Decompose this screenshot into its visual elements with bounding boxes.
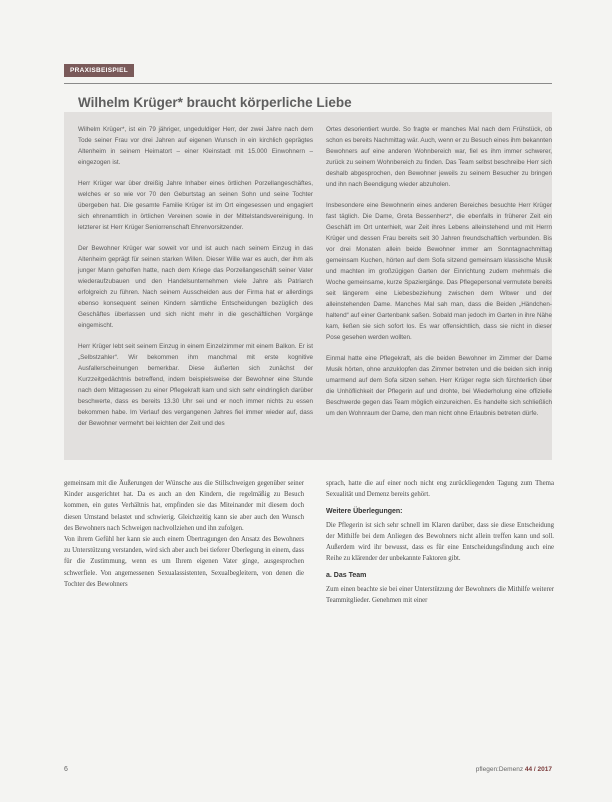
body-column-right [326, 478, 554, 606]
box-column-left [78, 124, 313, 439]
header-rule [64, 83, 552, 84]
paragraph: Der Bewohner Krüger war soweit vor und ist auch nach seinem Einzug in das Altenheim geprägt für seinen starken Willen. Dieser Wille war es auch, der ihm als junger Mann geholfen hatte, nach dem Kriege das Porzellangeschäft seiner Vater wiederaufzubauen und den Handelsunternehmen viele Jahre als Patriarch erfolgreich zu führen. Nach seinem Ausscheiden aus der Firma hat er allerdings ebenso konsequent seinen Kindern sämtliche Entscheidungen bezüglich des Geschäftes überlassen und sich nicht mehr in die geschäftlichen Vorgänge eingemischt. [78, 245, 313, 329]
paragraph: Insbesondere eine Bewohnerin eines anderen Bereiches besuchte Herr Krüger fast täglich. Die Dame, Greta Bessenherz*, die ebenfalls in früherer Zeit ein Geschäft im Ort unterhielt, war Zeit ihres Lebens alleinstehend und mit Herrn Krüger und dessen Frau bereits seit 30 Jahren freundschaftlich verbunden. Bis vor drei Monaten allein beide Bewohner immer am Sonntagnachmittag gemeinsam Kuchen, hörten auf dem Sofa sitzend gemeinsam klassische Musik und machten im großzügigen Garten der Einrichtung zudem mehrmals die Woche gemeinsame, kurze Spaziergänge. Das Pflegepersonal vermutete bereits seit längerem eine Liebesbeziehung zwischen dem Witwer und der alleinstehenden Dame. Manches Mal sah man, dass die Beiden „Händchen-haltend“ auf einer Gartenbank saßen. Sobald man jedoch im Garten in ihre Nähe kam, ließen sie sich sofort los. Es war offensichtlich, dass sie nicht in dieser Pose gesehen werden wollten. [326, 202, 552, 341]
paragraph: Die Pflegerin ist sich sehr schnell im Klaren darüber, dass sie diese Entscheidung der Mithilfe bei dem Anliegen des Bewohners nicht allein treffen kann und soll. Außerdem wird ihr bewusst, dass es für eine Entscheidungsfindung auch eine Reihe zu klärender der unbekannte Faktoren gibt. [326, 521, 554, 563]
paragraph: Einmal hatte eine Pflegekraft, als die beiden Bewohner im Zimmer der Dame Musik hörten, ohne anzuklopfen das Zimmer betreten und die beiden sich innig umarmend auf dem Sofa sitzen sehen. Herr Krüger regte sich fürchterlich über die Unhöflichkeit der Pflegerin auf und drohte, bei Wiederholung eine offizielle Beschwerde gegen das Team möglich einzureichen. Es handelte sich schließlich um den Wohnraum der Dame, den man nicht ohne Erlaubnis betreten dürfe. [326, 355, 552, 417]
paragraph: Wilhelm Krüger*, ist ein 79 jähriger, ungeduldiger Herr, der zwei Jahre nach dem Tode seiner Frau vor drei Jahren auf eigenen Wunsch in ein kirchlich geprägtes Altenheim in seinem Heimatort – einer Kleinstadt mit 15.000 Einwohnern – eingezogen ist. [78, 126, 313, 166]
paragraph: sprach, hatte die auf einer noch nicht eng zurückliegenden Tagung zum Thema Sexualität und Demenz bereits gehört. [326, 480, 554, 499]
paragraph: gemeinsam mit die Äußerungen der Wünsche aus die Stillschweigen gegenüber seiner Kinder ausgerichtet hat. Da es auch an den Kindern, die regelmäßig zu Besuch kommen, ein gutes Verhältnis hat, empfinden sie das Miteinander mit diesem doch diesen Umstand belastet und schwierig. Gleichzeitig kann sie aber auch den Wunsch des Bewohners nach Schweigen nachvollziehen und ihn zufolgen. [64, 480, 304, 532]
issue-number: 44 / 2017 [524, 766, 552, 773]
footer-magazine [476, 766, 552, 773]
paragraph: Herr Krüger war über dreißig Jahre Inhaber eines örtlichen Porzellangeschäftes, welches er so wie vor 70 den Geburtstag an seinen Sohn und seine Tochter übergeben hat. Die gesamte Familie Krüger ist im Ort eingesessen und engagiert sich ehrenamtlich in örtlichen Vereinen sowie in der Mittelstandsvereinigung. In letzterer ist Herr Krüger Seniorrenschaft Ehrenvorsitzender. [78, 180, 313, 231]
subheading: Weitere Überlegungen: [326, 508, 403, 516]
paragraph: Ortes desorientiert wurde. So fragte er manches Mal nach dem Frühstück, ob schon es bereits Nachmittag wär. Auch, wenn er zu Besuch eines ihm bekannten Bewohners auf eine anderen Wohnbereich war, fiel es ihm immer schwerer, zurück zu seinem Wohnbereich zu finden. Das Team selbst beschreibe Herr sich deshalb abgesprochen, den Bewohner jeweils zu seinem Besucher zu bringen und ihn nach Beendigung wieder abzuholen. [326, 126, 552, 188]
box-column-right [326, 124, 552, 429]
subheading: a. Das Team [326, 572, 367, 580]
page-number: 6 [64, 766, 68, 773]
paragraph: Von ihrem Gefühl her kann sie auch einem Übertragungen den Ansatz des Bewohners zu Unterstützung verstanden, wird sich aber auch bei tieferer Überlegung in einem, dass für die Zustimmung, wenn es um Ihrem eigenen Vater ginge, ausgesprochen schwerfiele. Von angemessenen Sexualassistenten, Sexualbegleitern, von denen die Tochter des Bewohners [64, 536, 304, 588]
body-column-left [64, 478, 304, 590]
paragraph: Zum einen beachte sie bei einer Unterstützung der Bewohners die Mithilfe weiterer Teammitglieder. Genehmen mit einer [326, 585, 554, 604]
article-title: Wilhelm Krüger* braucht körperliche Liebe [78, 95, 352, 110]
section-tag: PRAXISBEISPIEL [64, 64, 134, 77]
magazine-name: pflegen:Demenz [475, 766, 524, 773]
paragraph: Herr Krüger lebt seit seinem Einzug in einem Einzelzimmer mit einem Balkon. Er ist „Selbstzahler“. Wir bekommen ihm manchmal mit erste kognitive Ausfallerscheinungen bemerkbar. Diese äußerten sich zunächst der Kurzzeitgedächtnis betreffend, indem beispielsweise der Bewohner eine Stunde nach dem Mittagessen zu einer Pflegekraft kam und sich sehr eindringlich darüber beschwerte, dass es bereits 13.30 Uhr sei und er noch immer nichts zu essen bekommen habe. Im Verlauf des vergangenen Jahres fiel immer wieder auf, dass der Bewohner vermehrt bei leichten der Zeit und des [78, 343, 313, 427]
